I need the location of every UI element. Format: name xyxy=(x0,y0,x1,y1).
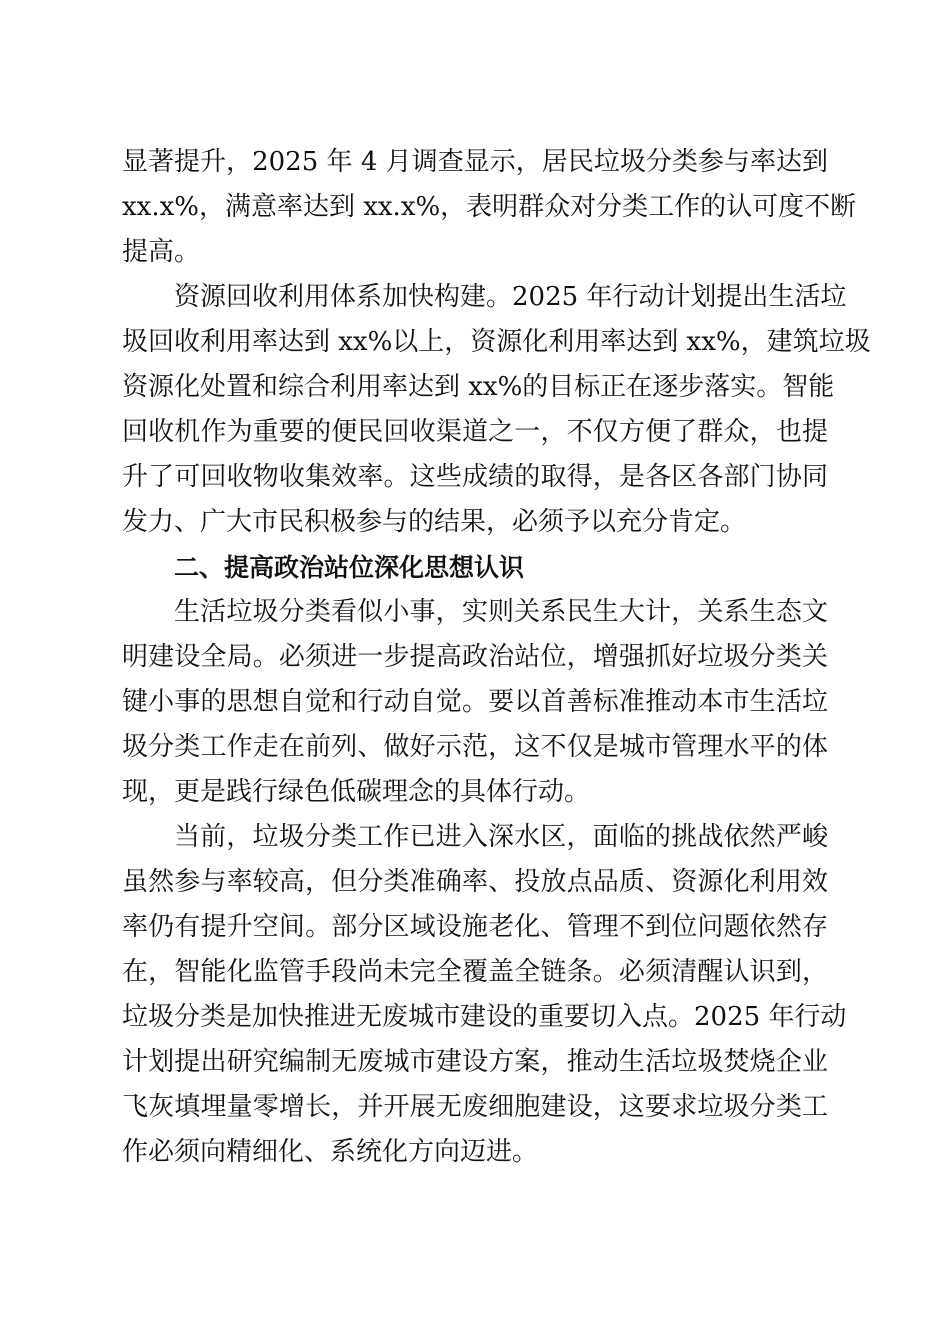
paragraph-1 xyxy=(122,140,857,275)
text-line: 虽然参与率较高，但分类准确率、投放点品质、资源化利用效 xyxy=(122,867,828,897)
section-heading: 二、提高政治站位深化思想认识 xyxy=(174,553,525,582)
text-line: 在，智能化监管手段尚未完全覆盖全链条。必须清醒认识到， xyxy=(122,957,828,987)
text-line: xx.x%，满意率达到 xx.x%，表明群众对分类工作的认可度不断 xyxy=(122,192,857,222)
text-line: 明建设全局。必须进一步提高政治站位，增强抓好垃圾分类关 xyxy=(122,642,828,672)
text-line: 垃圾分类是加快推进无废城市建设的重要切入点。2025 年行动 xyxy=(122,1002,847,1032)
text-line: 飞灰填埋量零增长，并开展无废细胞建设，这要求垃圾分类工 xyxy=(122,1092,828,1122)
section-heading-2-wrapper xyxy=(122,545,828,590)
text-line: 生活垃圾分类看似小事，实则关系民生大计，关系生态文 xyxy=(174,597,828,627)
text-line: 升了可回收物收集效率。这些成绩的取得，是各区各部门协同 xyxy=(122,462,828,492)
text-line: 作必须向精细化、系统化方向迈进。 xyxy=(122,1137,539,1167)
paragraph-2 xyxy=(122,275,871,545)
paragraph-4 xyxy=(122,815,847,1175)
text-line: 当前，垃圾分类工作已进入深水区，面临的挑战依然严峻 xyxy=(174,822,828,852)
text-line: 圾回收利用率达到 xx%以上，资源化利用率达到 xx%，建筑垃圾 xyxy=(122,327,871,357)
paragraph-3 xyxy=(122,590,828,815)
text-line: 键小事的思想自觉和行动自觉。要以首善标准推动本市生活垃 xyxy=(122,687,828,717)
document-body xyxy=(122,140,871,1175)
text-line: 圾分类工作走在前列、做好示范，这不仅是城市管理水平的体 xyxy=(122,732,828,762)
text-line: 现，更是践行绿色低碳理念的具体行动。 xyxy=(122,777,591,807)
text-line: 回收机作为重要的便民回收渠道之一，不仅方便了群众，也提 xyxy=(122,417,828,447)
text-line: 资源回收利用体系加快构建。2025 年行动计划提出生活垃 xyxy=(174,282,847,312)
text-line: 显著提升，2025 年 4 月调查显示，居民垃圾分类参与率达到 xyxy=(122,147,828,177)
text-line: 率仍有提升空间。部分区域设施老化、管理不到位问题依然存 xyxy=(122,912,828,942)
text-line: 资源化处置和综合利用率达到 xx%的目标正在逐步落实。智能 xyxy=(122,372,835,402)
text-line: 提高。 xyxy=(122,237,201,267)
text-line: 计划提出研究编制无废城市建设方案，推动生活垃圾焚烧企业 xyxy=(122,1047,828,1077)
text-line: 发力、广大市民积极参与的结果，必须予以充分肯定。 xyxy=(122,507,747,537)
